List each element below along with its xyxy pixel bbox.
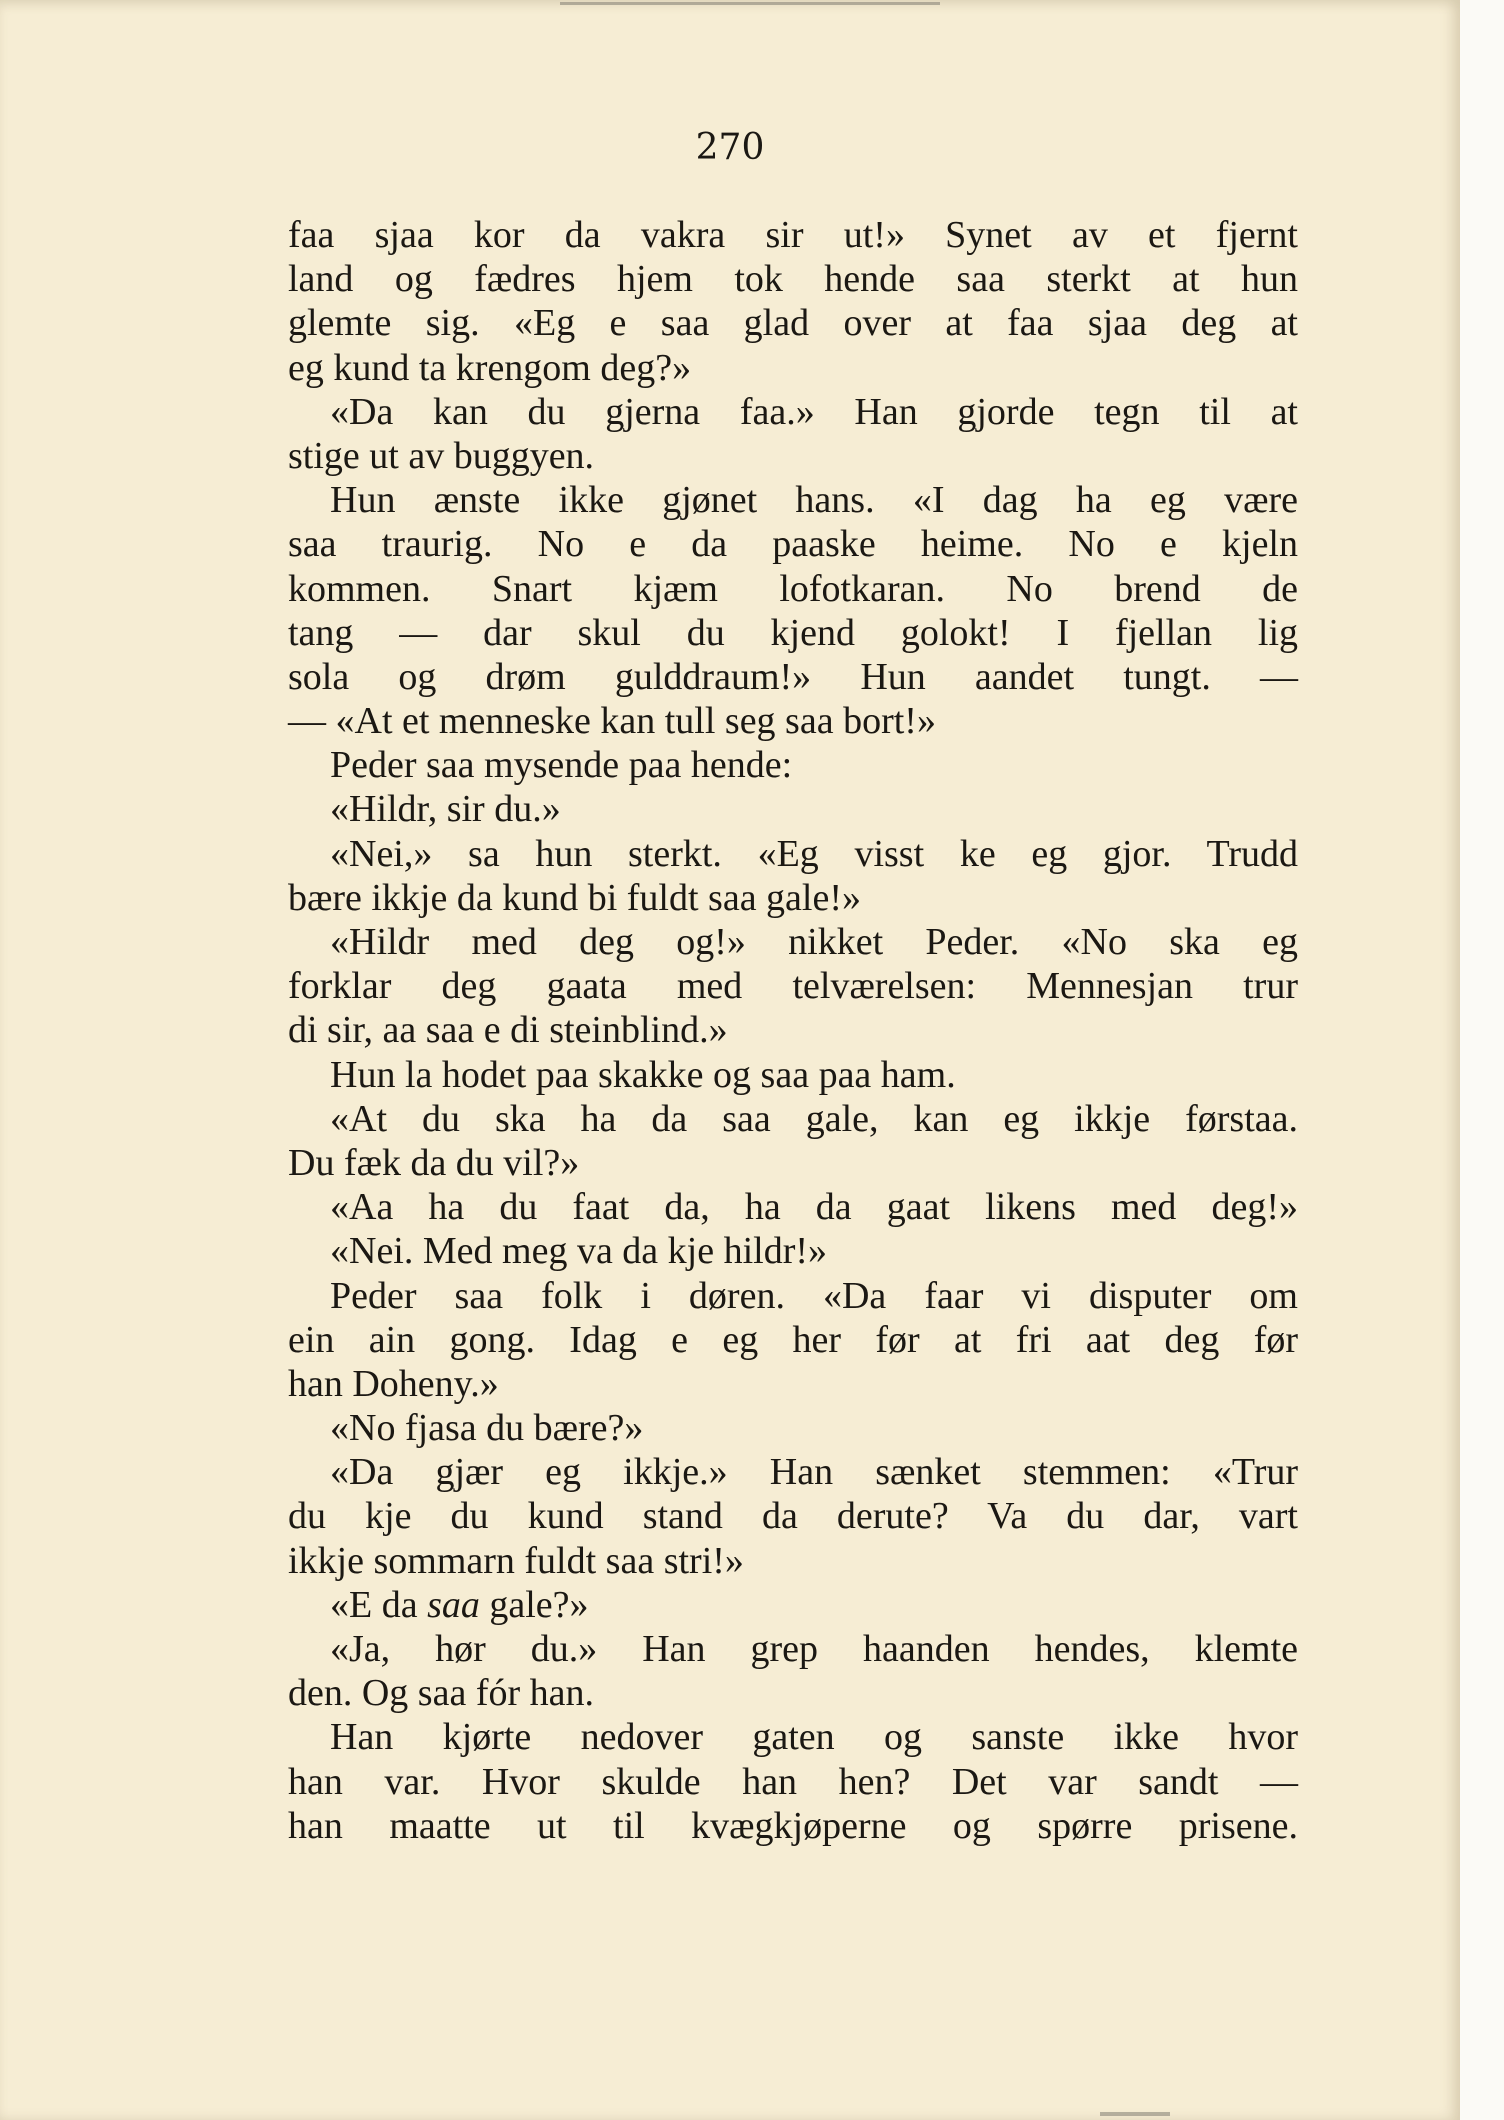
text-line: eg kund ta krengom deg?»	[288, 346, 692, 389]
text-line: Hun la hodet paa skakke og saa paa ham.	[330, 1053, 956, 1096]
text-line: sola og drøm gulddraum!» Hun aandet tungt. —	[288, 655, 1298, 698]
text-line: «Ja, hør du.» Han grep haanden hendes, klemte	[330, 1628, 1298, 1670]
text-line: tang — dar skul du kjend golokt! I fjellan lig	[288, 611, 1298, 654]
text-line: «Hildr med deg og!» nikket Peder. «No ska eg	[330, 921, 1298, 963]
text-line: Hun ænste ikke gjønet hans. «I dag ha eg være	[330, 479, 1298, 522]
text-line: Peder saa folk i døren. «Da faar vi disputer om	[330, 1274, 1298, 1317]
text-line: faa sjaa kor da vakra sir ut!» Synet av et fjernt	[288, 214, 1298, 256]
body-text	[288, 213, 1298, 1848]
text-line: han Doheny.»	[288, 1362, 499, 1405]
scan-mark-bottom	[1100, 2112, 1170, 2116]
text-line: ein ain gong. Idag e eg her før at fri aat deg før	[288, 1318, 1298, 1361]
text-line: «Da kan du gjerna faa.» Han gjorde tegn til at	[330, 390, 1298, 433]
text-line: forklar deg gaata med telværelsen: Mennesjan trur	[288, 965, 1298, 1008]
text-line: «Da gjær eg ikkje.» Han sænket stemmen: «Trur	[330, 1451, 1298, 1494]
text-line: land og fædres hjem tok hende saa sterkt at hun	[288, 258, 1298, 301]
text-line: han maatte ut til kvægkjøperne og spørre prisene.	[288, 1804, 1298, 1847]
text-line: «Nei,» sa hun sterkt. «Eg visst ke eg gjor. Trudd	[330, 832, 1298, 875]
text-line: den. Og saa fór han.	[288, 1672, 595, 1715]
text-line: «Nei. Med meg va da kje hildr!»	[330, 1230, 828, 1273]
text-line: kommen. Snart kjæm lofotkaran. No brend de	[288, 567, 1298, 610]
scan-mark-top	[560, 2, 940, 5]
text-line: Peder saa mysende paa hende:	[330, 744, 793, 787]
text-line: bære ikkje da kund bi fuldt saa gale!»	[288, 876, 862, 919]
text-line: «E da saa gale?»	[330, 1583, 589, 1626]
page-number: 270	[695, 127, 765, 168]
text-line: stige ut av buggyen.	[288, 434, 595, 477]
text-line: Du fæk da du vil?»	[288, 1141, 580, 1184]
page-margin-edge	[1460, 0, 1504, 2120]
text-line: saa traurig. No e da paaske heime. No e kjeln	[288, 523, 1298, 566]
text-line: «No fjasa du bære?»	[330, 1407, 644, 1450]
text-line: di sir, aa saa e di steinblind.»	[288, 1009, 728, 1052]
text-line: «Aa ha du faat da, ha da gaat likens med deg!»	[330, 1186, 1298, 1229]
text-line: ikkje sommarn fuldt saa stri!»	[288, 1539, 744, 1582]
text-line: «At du ska ha da saa gale, kan eg ikkje førstaa.	[330, 1097, 1298, 1140]
text-line: du kje du kund stand da derute? Va du dar, vart	[288, 1495, 1298, 1538]
text-line: han var. Hvor skulde han hen? Det var sandt —	[288, 1760, 1298, 1803]
text-line: glemte sig. «Eg e saa glad over at faa sjaa deg at	[288, 302, 1298, 345]
text-line: «Hildr, sir du.»	[330, 788, 561, 831]
text-line: Han kjørte nedover gaten og sanste ikke hvor	[330, 1716, 1298, 1759]
emphasized-word: saa	[427, 1583, 480, 1626]
text-line: — «At et menneske kan tull seg saa bort!»	[288, 700, 936, 743]
